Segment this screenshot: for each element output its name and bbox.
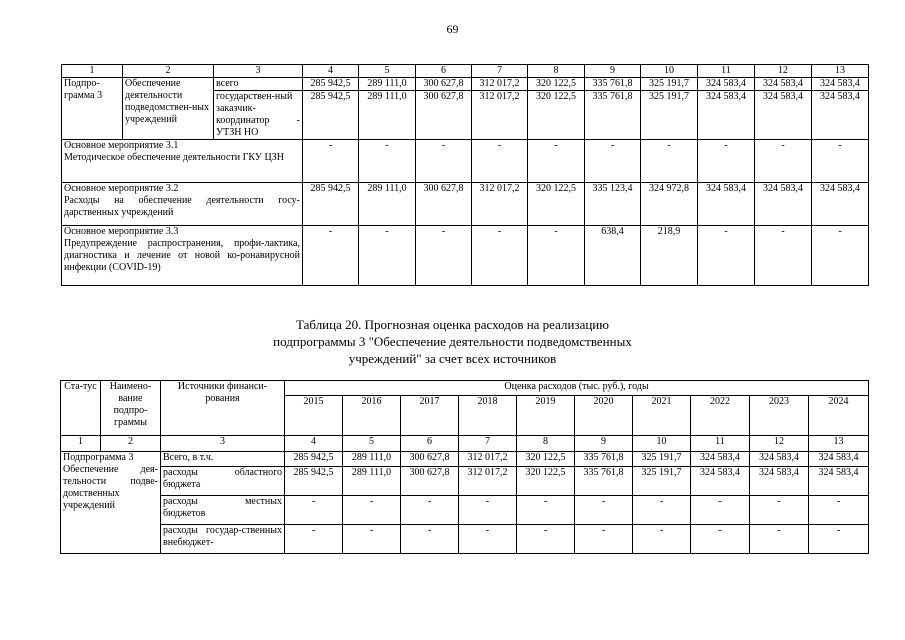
value-cell: 312 017,2 [472,78,528,91]
col-num-9: 9 [575,436,633,452]
col-num-8: 8 [517,436,575,452]
value-cell: - [459,525,517,554]
value-cell: - [575,525,633,554]
header-year: 2016 [343,396,401,436]
value-cell: - [698,226,755,286]
value-cell: 324 972,8 [641,183,698,226]
event-description [62,140,303,183]
value-cell: - [285,496,343,525]
value-cell: 285 942,5 [285,452,343,467]
value-cell: - [359,140,416,183]
row-state-extrabudgetary [61,525,869,554]
value-cell: 638,4 [585,226,641,286]
value-cell: 300 627,8 [401,452,459,467]
value-cell: - [343,496,401,525]
value-cell: 324 583,4 [750,467,809,496]
event-description [62,226,303,286]
col-num-6: 6 [416,65,472,78]
col-num-3: 3 [161,436,285,452]
col-num-1: 1 [61,436,101,452]
value-cell: - [633,525,691,554]
value-cell: - [812,140,869,183]
header-year: 2015 [285,396,343,436]
row-local-budgets [61,496,869,525]
event-desc: Расходы на обеспечение деятельности госу-дарственных учреждений [64,195,300,218]
value-cell: - [698,140,755,183]
value-cell: - [472,140,528,183]
value-cell: 324 583,4 [750,452,809,467]
value-cell: 325 191,7 [633,467,691,496]
header-row-top [61,381,869,396]
header-year: 2018 [459,396,517,436]
value-cell: 300 627,8 [416,78,472,91]
value-cell: 335 761,8 [575,467,633,496]
value-cell: - [691,496,750,525]
event-desc: Предупреждение распространения, профи-лактика, диагностика и лечение от новой ко-ронавирусной инфекции (COVID-19) [64,238,300,273]
value-cell: - [401,496,459,525]
header-program-name: Наимено-вание подпро-граммы [101,381,161,436]
col-num-10: 10 [633,436,691,452]
col-num-5: 5 [343,436,401,452]
header-year: 2020 [575,396,633,436]
col-num-6: 6 [401,436,459,452]
value-cell: 320 122,5 [528,78,585,91]
value-cell: 312 017,2 [472,183,528,226]
column-number-row [62,65,869,78]
event-row-3-3 [62,226,869,286]
header-year: 2024 [809,396,869,436]
value-cell: 312 017,2 [459,467,517,496]
value-cell: 312 017,2 [459,452,517,467]
value-cell: - [416,140,472,183]
value-cell: 324 583,4 [755,78,812,91]
header-year: 2023 [750,396,809,436]
value-cell: - [303,226,359,286]
value-cell: - [809,496,869,525]
header-status: Ста-тус [61,381,101,436]
col-num-2: 2 [123,65,214,78]
value-cell: 320 122,5 [517,452,575,467]
funding-source: расходы областного бюджета [161,467,285,496]
value-cell: - [528,140,585,183]
value-cell: 285 942,5 [285,467,343,496]
value-cell: 285 942,5 [303,91,359,140]
event-title: Основное мероприятие 3.2 [64,183,179,194]
program-cell [61,452,161,554]
value-cell: 324 583,4 [698,183,755,226]
value-cell: - [303,140,359,183]
col-num-7: 7 [472,65,528,78]
value-cell: 324 583,4 [755,183,812,226]
funding-source: расходы государ-ственных внебюджет- [161,525,285,554]
value-cell: - [633,496,691,525]
col-num-5: 5 [359,65,416,78]
value-cell: - [641,140,698,183]
value-cell: 289 111,0 [359,183,416,226]
value-cell: 335 761,8 [585,91,641,140]
value-cell: 312 017,2 [472,91,528,140]
program-total-row [62,78,869,91]
value-cell: - [401,525,459,554]
header-funding-source: Источники финанси-рования [161,381,285,436]
caption-line-3: учреждений" за счет всех источников [348,351,557,366]
value-cell: 335 761,8 [575,452,633,467]
col-num-4: 4 [285,436,343,452]
row-regional-budget [61,467,869,496]
value-cell: 300 627,8 [416,183,472,226]
row-label-customer: государствен-ный заказчик-координатор - УТЗН НО [214,91,303,140]
value-cell: 324 583,4 [698,91,755,140]
value-cell: - [285,525,343,554]
value-cell: - [343,525,401,554]
value-cell: 324 583,4 [812,183,869,226]
value-cell: 325 191,7 [633,452,691,467]
value-cell: - [809,525,869,554]
col-num-9: 9 [585,65,641,78]
value-cell: 218,9 [641,226,698,286]
value-cell: - [528,226,585,286]
value-cell: 285 942,5 [303,183,359,226]
value-cell: 325 191,7 [641,91,698,140]
value-cell: - [359,226,416,286]
value-cell: 285 942,5 [303,78,359,91]
col-num-4: 4 [303,65,359,78]
col-num-2: 2 [101,436,161,452]
header-year: 2021 [633,396,691,436]
value-cell: 325 191,7 [641,78,698,91]
event-row-3-2 [62,183,869,226]
value-cell: - [472,226,528,286]
header-year: 2022 [691,396,750,436]
program-status: Подпро-грамма 3 [62,78,123,140]
col-num-8: 8 [528,65,585,78]
funding-source: Всего, в т.ч. [161,452,285,467]
event-title: Основное мероприятие 3.3 [64,226,179,237]
value-cell: 289 111,0 [359,78,416,91]
caption-line-2: подпрограммы 3 "Обеспечение деятельности подведомственных [273,334,632,349]
value-cell: - [575,496,633,525]
value-cell: - [517,496,575,525]
col-num-11: 11 [691,436,750,452]
value-cell: 324 583,4 [755,91,812,140]
value-cell: - [755,226,812,286]
row-total [61,452,869,467]
value-cell: 320 122,5 [528,91,585,140]
funding-source: расходы местных бюджетов [161,496,285,525]
row-label-total: всего [214,78,303,91]
forecast-expenses-table [60,380,869,554]
header-year: 2019 [517,396,575,436]
value-cell: - [812,226,869,286]
value-cell: - [517,525,575,554]
value-cell: - [750,496,809,525]
col-num-10: 10 [641,65,698,78]
col-num-13: 13 [809,436,869,452]
value-cell: 300 627,8 [401,467,459,496]
col-num-1: 1 [62,65,123,78]
value-cell: 324 583,4 [691,452,750,467]
header-year: 2017 [401,396,459,436]
page-number: 69 [446,22,459,36]
col-num-3: 3 [214,65,303,78]
value-cell: - [416,226,472,286]
value-cell: 320 122,5 [528,183,585,226]
value-cell: 320 122,5 [517,467,575,496]
event-desc: Методическое обеспечение деятельности ГКУ ЦЗН [64,152,284,163]
caption-line-1: Таблица 20. Прогнозная оценка расходов на реализацию [296,317,609,332]
value-cell: 324 583,4 [812,78,869,91]
value-cell: 324 583,4 [812,91,869,140]
expenses-table-continued [61,64,869,286]
table-caption [0,316,905,367]
value-cell: 289 111,0 [359,91,416,140]
value-cell: 324 583,4 [809,452,869,467]
col-num-7: 7 [459,436,517,452]
col-num-12: 12 [750,436,809,452]
event-title: Основное мероприятие 3.1 [64,140,179,151]
program-name: Обеспечение дея-тельности подве-домственных учреждений [63,464,158,511]
value-cell: - [459,496,517,525]
value-cell: - [691,525,750,554]
column-number-row [61,436,869,452]
value-cell: - [585,140,641,183]
event-row-3-1 [62,140,869,183]
col-num-11: 11 [698,65,755,78]
value-cell: 289 111,0 [343,467,401,496]
event-description [62,183,303,226]
program-status: Подпрограмма 3 [63,452,134,463]
header-estimate: Оценка расходов (тыс. руб.), годы [285,381,869,396]
value-cell: 335 761,8 [585,78,641,91]
value-cell: - [750,525,809,554]
value-cell: 324 583,4 [809,467,869,496]
value-cell: 324 583,4 [691,467,750,496]
value-cell: 289 111,0 [343,452,401,467]
value-cell: 300 627,8 [416,91,472,140]
value-cell: 335 123,4 [585,183,641,226]
col-num-13: 13 [812,65,869,78]
value-cell: - [755,140,812,183]
program-name: Обеспечение деятельности подведомствен-ных учреждений [123,78,214,140]
col-num-12: 12 [755,65,812,78]
value-cell: 324 583,4 [698,78,755,91]
